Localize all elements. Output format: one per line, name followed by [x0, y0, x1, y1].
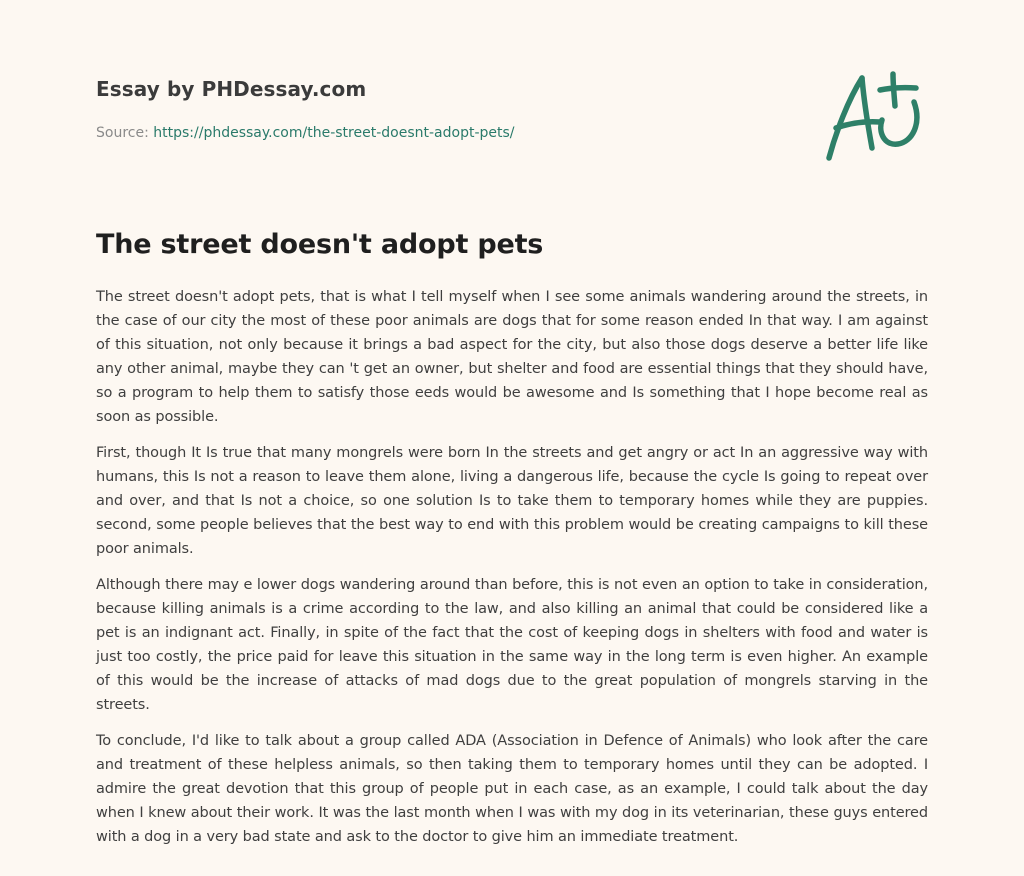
- site-title: Essay by PHDessay.com: [96, 77, 367, 101]
- essay-paragraph: To conclude, I'd like to talk about a group called ADA (Association in Defence of Animals) who look after the care and treatment of these helpless animals, so then taking them to temporary homes until they can be adopted. I admire the great devotion that this group of people put in each case, as an example, I could talk about the day when I knew about their work. It was the last month when I was with my dog in its veterinarian, these guys entered with a dog in a very bad state and ask to the doctor to give him an immediate treatment.: [96, 733, 928, 845]
- source-line: [96, 123, 796, 143]
- essay-body: [96, 285, 928, 861]
- essay-paragraph: The street doesn't adopt pets, that is what I tell myself when I see some animals wandering around the streets, in the case of our city the most of these poor animals are dogs that for some reason ended In that way. I am against of this situation, not only because it brings a bad aspect for the city, but also those dogs deserve a better life like any other animal, maybe they can 't get an owner, but shelter and food are essential things that they should have, so a program to help them to satisfy those eeds would be awesome and Is something that I hope become real as soon as possible.: [96, 289, 928, 425]
- source-link[interactable]: https://phdessay.com/the-street-doesnt-adopt-pets/: [153, 125, 515, 141]
- essay-title: The street doesn't adopt pets: [96, 229, 544, 260]
- essay-paragraph: Although there may e lower dogs wandering around than before, this is not even an option to take in consideration, because killing animals is a crime according to the law, and also killing an animal that could be considered like a pet is an indignant act. Finally, in spite of the fact that the cost of keeping dogs in shelters with food and water is just too costly, the price paid for leave this situation in the same way in the long term is even higher. An example of this would be the increase of attacks of mad dogs due to the great population of mongrels starving in the streets.: [96, 577, 928, 713]
- a-plus-logo-icon: [818, 66, 930, 166]
- source-label: Source:: [96, 125, 154, 141]
- essay-paragraph: First, though It Is true that many mongrels were born In the streets and get angry or act In an aggressive way with humans, this Is not a reason to leave them alone, living a dangerous life, because the cycle Is going to repeat over and over, and that Is not a choice, so one solution Is to take them to temporary homes while they are puppies. second, some people believes that the best way to end with this problem would be creating campaigns to kill these poor animals.: [96, 445, 928, 557]
- page-header: [96, 74, 796, 143]
